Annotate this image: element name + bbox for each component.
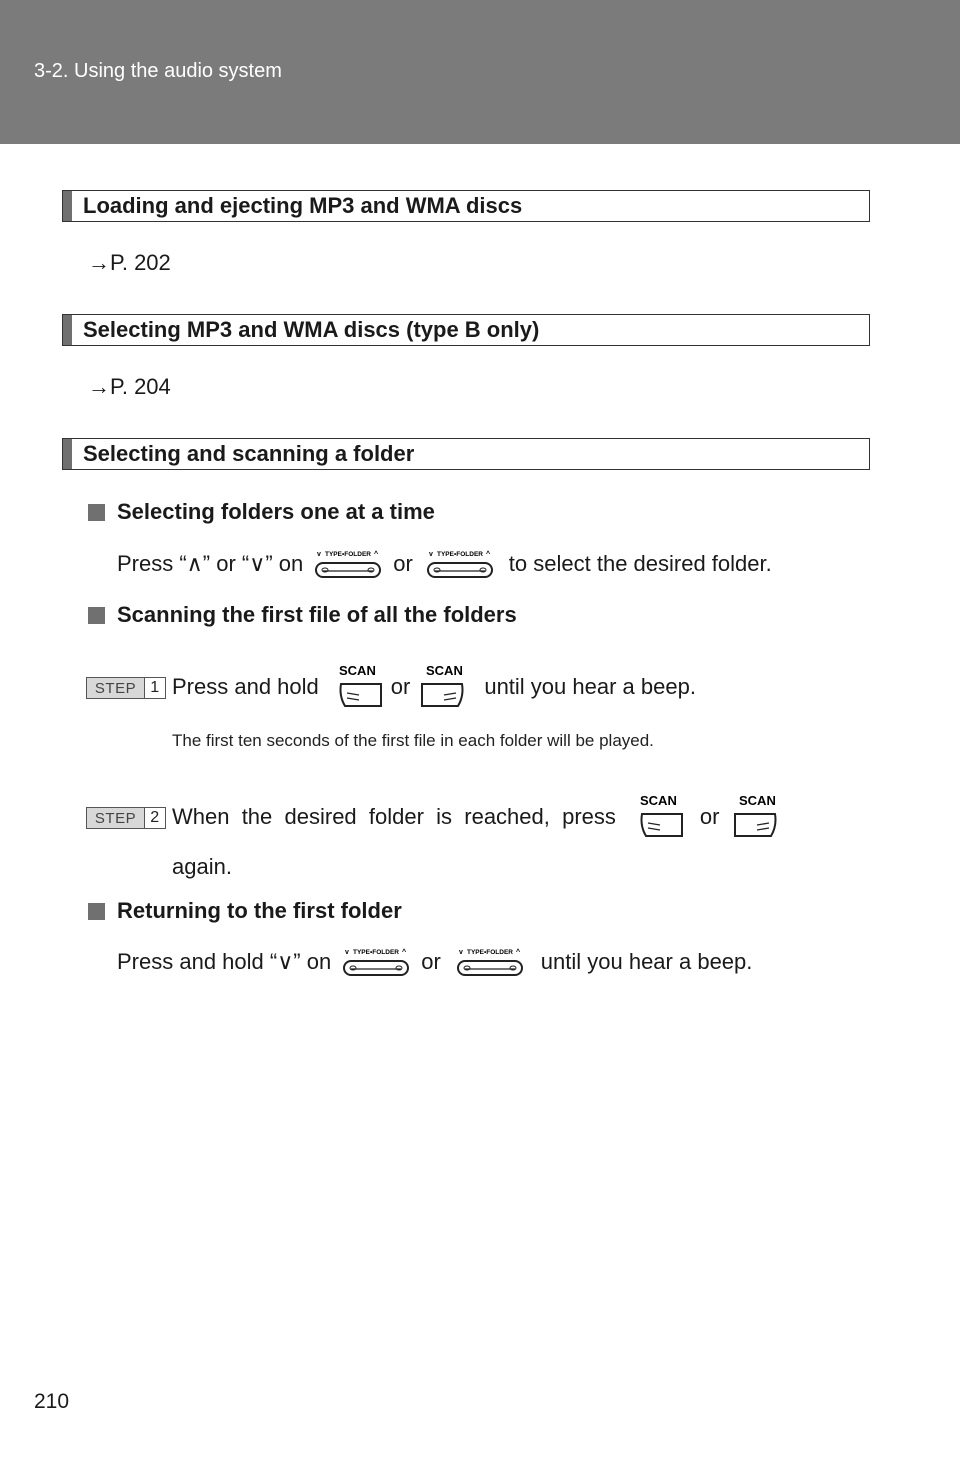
svg-text:SCAN: SCAN [338,663,376,678]
svg-text:TYPE•FOLDER: TYPE•FOLDER [436,551,483,558]
square-bullet-icon [88,607,105,624]
or-text: or [421,949,441,974]
svg-text:SCAN: SCAN [426,663,464,678]
subheading-label: Selecting folders one at a time [117,499,435,524]
section-bar [63,439,72,469]
subheading-return [88,898,402,924]
step-number: 2 [144,808,165,828]
svg-text:v: v [458,949,463,956]
scan-button-icon [418,662,466,712]
type-folder-button-icon [455,945,525,979]
instruction-line [117,945,752,979]
svg-text:TYPE•FOLDER: TYPE•FOLDER [466,949,513,956]
instruction-text: Press “∧” or “∨” on [117,551,304,576]
step-2-line-cont [172,852,232,882]
type-folder-button-icon [341,945,411,979]
subheading-one-at-a-time [88,499,435,525]
svg-text:^: ^ [402,949,407,956]
instruction-line [117,547,772,581]
step-2-line [172,791,779,843]
type-folder-button-icon [313,547,383,581]
scan-button-icon [638,792,686,842]
svg-text:SCAN: SCAN [739,793,777,808]
step-word: STEP [94,809,137,827]
svg-text:TYPE•FOLDER: TYPE•FOLDER [353,949,400,956]
svg-text:v: v [317,551,322,558]
square-bullet-icon [88,903,105,920]
section-header-selecting-discs [62,314,870,346]
scan-button-icon [337,662,385,712]
type-folder-button-icon [425,547,495,581]
page-header [0,0,960,144]
subheading-scan-all [88,602,517,628]
section-bar [63,191,72,221]
svg-text:^: ^ [515,949,520,956]
instruction-text: Press and hold “∨” on [117,949,332,974]
arrow-icon: → [88,250,110,275]
step-1-note: The first ten seconds of the first file in each folder will be played. [172,731,654,750]
subheading-label: Scanning the first file of all the folders [117,602,517,627]
page-number: 210 [34,1390,70,1413]
step-number: 1 [144,678,165,698]
or-text: or [390,674,411,699]
section-title: Selecting MP3 and WMA discs (type B only) [83,317,540,342]
breadcrumb: 3-2. Using the audio system [34,60,282,82]
scan-button-icon [731,792,779,842]
step-text: again. [172,854,232,879]
svg-text:v: v [345,949,350,956]
step-badge-2 [86,807,166,829]
svg-text:^: ^ [374,551,379,558]
section-title: Loading and ejecting MP3 and WMA discs [83,193,523,218]
subheading-label: Returning to the first folder [117,898,402,923]
svg-text:v: v [428,551,433,558]
section-bar [63,315,72,345]
square-bullet-icon [88,504,105,521]
step-word: STEP [94,679,137,697]
step-text: until you hear a beep. [484,674,696,699]
step-badge-1 [86,677,166,699]
or-text: or [699,804,720,829]
page-reference[interactable] [88,250,171,276]
step-text: Press and hold [172,674,319,699]
arrow-icon: → [88,374,110,399]
instruction-text: until you hear a beep. [540,949,753,974]
step-1-line [172,662,696,712]
svg-text:^: ^ [485,551,490,558]
svg-text:SCAN: SCAN [639,793,677,808]
section-header-loading [62,190,870,222]
page-reference-label: P. 202 [110,250,171,275]
page-reference-label: P. 204 [110,374,171,399]
svg-text:TYPE•FOLDER: TYPE•FOLDER [325,551,372,558]
or-text: or [393,551,413,576]
section-title: Selecting and scanning a folder [83,441,415,466]
page-reference[interactable] [88,374,171,400]
section-header-folder [62,438,870,470]
step-text: When the desired folder is reached, press [172,804,616,829]
instruction-text: to select the desired folder. [508,551,772,576]
